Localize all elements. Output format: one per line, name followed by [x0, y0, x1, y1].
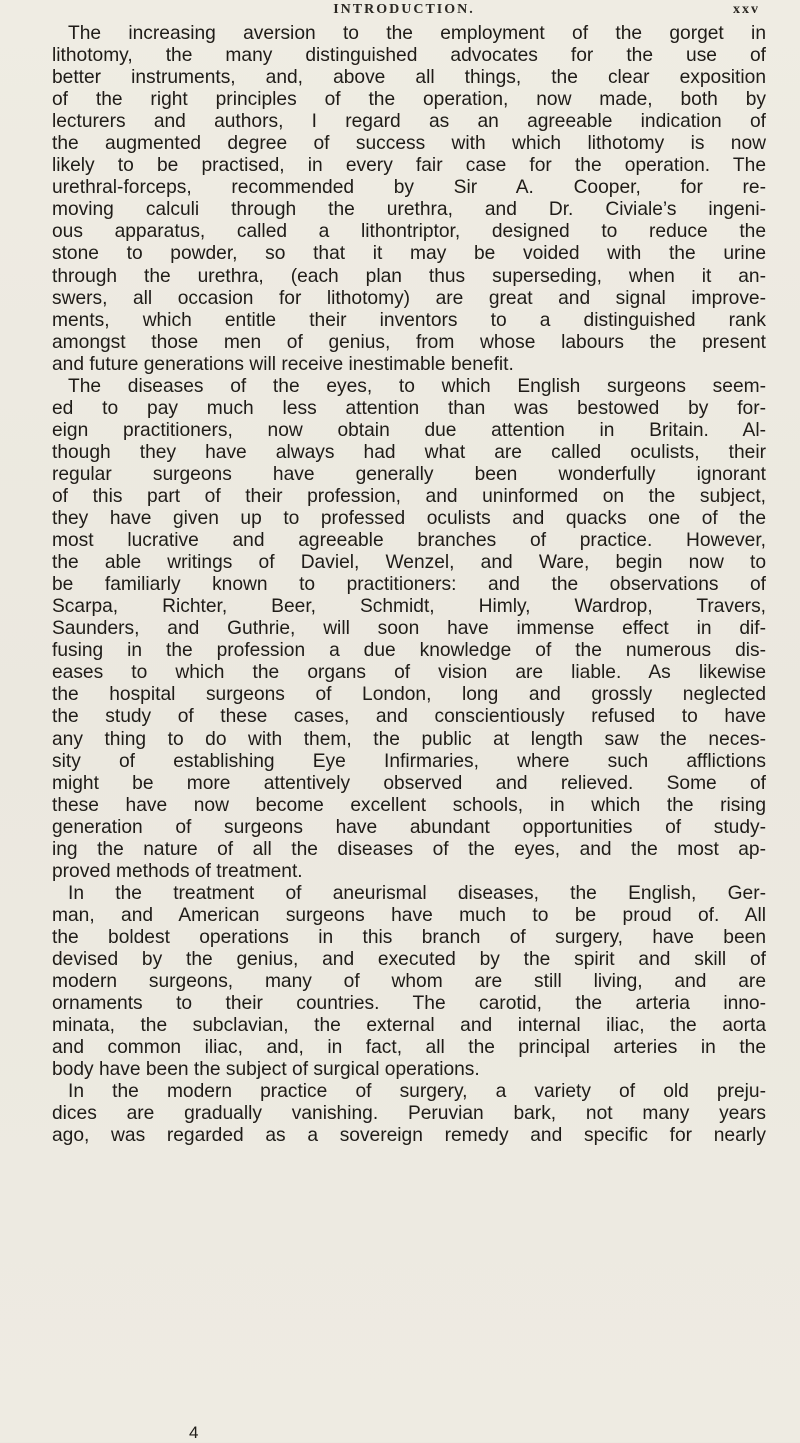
text-line: these have now become excellent schools, in which the rising — [52, 794, 766, 816]
text-line: devised by the genius, and executed by the spirit and skill of — [52, 948, 766, 970]
text-line: modern surgeons, many of whom are still living, and are — [52, 971, 766, 993]
text-line: ornaments to their countries. The carotid, the arteria inno- — [52, 993, 766, 1015]
text-line: urethral-forceps, recommended by Sir A. Cooper, for re- — [52, 177, 766, 199]
text-line: Saunders, and Guthrie, will soon have immense effect in dif- — [52, 618, 766, 640]
text-line: generation of surgeons have abundant opportunities of study- — [52, 816, 766, 838]
text-line: and future generations will receive inestimable benefit. — [52, 353, 514, 375]
page-number: xxv — [733, 2, 760, 17]
text-line: In the treatment of aneurismal diseases, the English, Ger- — [68, 882, 766, 904]
text-line: likely to be practised, in every fair case for the operation. The — [52, 155, 766, 177]
text-line: proved methods of treatment. — [52, 860, 303, 882]
text-line: ago, was regarded as a sovereign remedy and specific for nearly — [52, 1125, 766, 1147]
text-line: the augmented degree of success with which lithotomy is now — [52, 133, 766, 155]
text-line: man, and American surgeons have much to be proud of. All — [52, 904, 766, 926]
text-line: In the modern practice of surgery, a variety of old preju- — [68, 1081, 766, 1103]
text-line: though they have always had what are called oculists, their — [52, 441, 766, 463]
text-line: and common iliac, and, in fact, all the principal arteries in the — [52, 1037, 766, 1059]
text-line: better instruments, and, above all things, the clear exposition — [52, 67, 766, 89]
text-line: swers, all occasion for lithotomy) are great and signal improve- — [52, 287, 766, 309]
text-line: lecturers and authors, I regard as an agreeable indication of — [52, 111, 766, 133]
signature-mark: 4 — [189, 1423, 199, 1442]
text-line: lithotomy, the many distinguished advocates for the use of — [52, 45, 766, 67]
text-line: the hospital surgeons of London, long and grossly neglected — [52, 684, 766, 706]
text-line: stone to powder, so that it may be voided with the urine — [52, 243, 766, 265]
text-line: they have given up to professed oculists and quacks one of the — [52, 508, 766, 530]
running-title: INTRODUCTION. — [333, 2, 475, 17]
text-line: minata, the subclavian, the external and internal iliac, the aorta — [52, 1015, 766, 1037]
text-line: ing the nature of all the diseases of the eyes, and the most ap- — [52, 838, 766, 860]
text-line: fusing in the profession a due knowledge of the numerous dis- — [52, 640, 766, 662]
text-line: body have been the subject of surgical operations. — [52, 1059, 480, 1081]
text-line: the study of these cases, and conscientiously refused to have — [52, 706, 766, 728]
text-line: ments, which entitle their inventors to a distinguished rank — [52, 309, 766, 331]
text-line: eases to which the organs of vision are liable. As likewise — [52, 662, 766, 684]
text-line: of the right principles of the operation, now made, both by — [52, 89, 766, 111]
text-line: of this part of their profession, and uninformed on the subject, — [52, 485, 766, 507]
text-line: eign practitioners, now obtain due attention in Britain. Al- — [52, 419, 766, 441]
text-line: ous apparatus, called a lithontriptor, designed to reduce the — [52, 221, 766, 243]
text-line: ed to pay much less attention than was bestowed by for- — [52, 397, 766, 419]
text-line: The increasing aversion to the employment of the gorget in — [68, 23, 766, 44]
text-line: be familiarly known to practitioners: and the observations of — [52, 574, 766, 596]
text-line: The diseases of the eyes, to which English surgeons seem- — [68, 375, 766, 397]
text-line: sity of establishing Eye Infirmaries, where such afflictions — [52, 750, 766, 772]
text-line: regular surgeons have generally been wonderfully ignorant — [52, 463, 766, 485]
text-line: the boldest operations in this branch of surgery, have been — [52, 926, 766, 948]
text-line: the able writings of Daviel, Wenzel, and Ware, begin now to — [52, 552, 766, 574]
text-line: amongst those men of genius, from whose labours the present — [52, 331, 766, 353]
text-line: dices are gradually vanishing. Peruvian bark, not many years — [52, 1103, 766, 1125]
text-line: through the urethra, (each plan thus superseding, when it an- — [52, 265, 766, 287]
text-line: might be more attentively observed and relieved. Some of — [52, 772, 766, 794]
text-line: any thing to do with them, the public at length saw the neces- — [52, 728, 766, 750]
text-line: most lucrative and agreeable branches of practice. However, — [52, 530, 766, 552]
body-text — [52, 23, 766, 1147]
text-line: Scarpa, Richter, Beer, Schmidt, Himly, Wardrop, Travers, — [52, 596, 766, 618]
text-line: moving calculi through the urethra, and Dr. Civiale’s ingeni- — [52, 199, 766, 221]
